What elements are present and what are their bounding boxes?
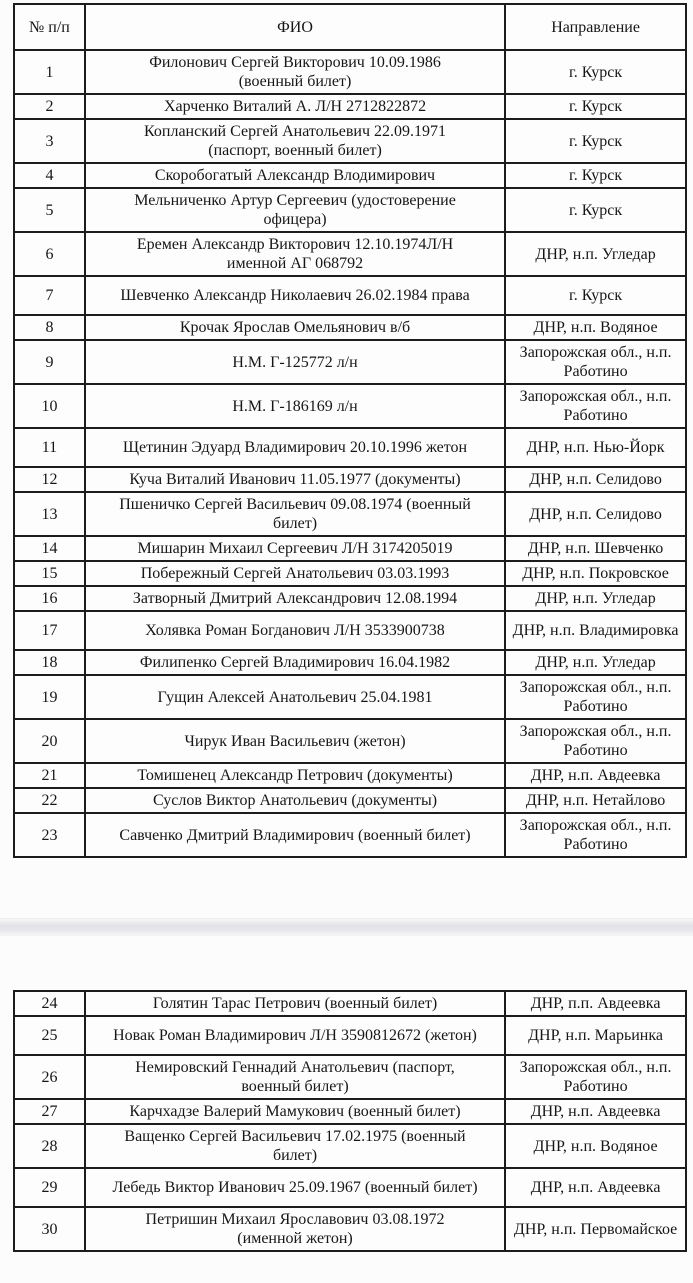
direction-cell: Запорожская обл., н.п. Работино — [505, 813, 686, 857]
table-row — [14, 384, 686, 428]
direction-cell: г. Курск — [505, 94, 686, 119]
table-row — [14, 119, 686, 163]
fio-cell — [85, 188, 505, 232]
personnel-table-page-2 — [13, 990, 687, 1252]
page-bottom-margin — [0, 858, 693, 918]
row-number-cell: 23 — [14, 813, 85, 857]
row-number-cell: 26 — [14, 1055, 85, 1099]
fio-text: Ващенко Сергей Васильевич 17.02.1975 (военный билет) — [124, 1128, 466, 1164]
fio-cell — [85, 119, 505, 163]
direction-cell: ДНР, н.п. Угледар — [505, 586, 686, 611]
fio-cell — [85, 50, 505, 94]
fio-text: Суслов Виктор Анатольевич (документы) — [152, 792, 438, 809]
fio-text: Мельниченко Артур Сергеевич (удостоверение офицера) — [134, 192, 456, 228]
fio-text: Петришин Михаил Ярославович 03.08.1972 (именной жетон) — [145, 1211, 445, 1247]
fio-cell — [85, 561, 505, 586]
fio-text: Куча Виталий Иванович 11.05.1977 (документы) — [129, 471, 461, 488]
fio-cell — [85, 94, 505, 119]
row-number-cell: 13 — [14, 492, 85, 536]
table-row — [14, 1055, 686, 1099]
fio-cell — [85, 1207, 505, 1251]
row-number-cell: 1 — [14, 50, 85, 94]
table-row — [14, 163, 686, 188]
table-row — [14, 650, 686, 675]
row-number-cell: 9 — [14, 340, 85, 384]
table-header — [14, 4, 686, 50]
fio-text: Н.М. Г-125772 л/н — [232, 353, 358, 371]
table-row — [14, 788, 686, 813]
direction-cell: г. Курск — [505, 163, 686, 188]
fio-cell — [85, 536, 505, 561]
row-number-cell: 3 — [14, 119, 85, 163]
fio-text: Томишенец Александр Петрович (документы) — [137, 767, 453, 784]
row-number-cell: 24 — [14, 991, 85, 1016]
direction-cell: ДНР, н.п. Нью-Йорк — [505, 428, 686, 467]
fio-cell — [85, 428, 505, 467]
direction-cell: ДНР, н.п. Угледар — [505, 650, 686, 675]
row-number-cell: 17 — [14, 611, 85, 650]
direction-cell: Запорожская обл., н.п. Работино — [505, 675, 686, 719]
row-number-cell: 8 — [14, 315, 85, 340]
fio-cell — [85, 813, 505, 857]
fio-text: Еремен Александр Викторович 12.10.1974Л/Н именной АГ 068792 — [136, 236, 454, 272]
fio-text: Крочак Ярослав Омельянович в/б — [179, 319, 411, 336]
fio-cell — [85, 788, 505, 813]
direction-cell: ДНР, н.п. Марьинка — [505, 1016, 686, 1055]
fio-cell — [85, 719, 505, 763]
fio-text: Немировский Геннадий Анатольевич (паспорт, военный билет) — [135, 1059, 455, 1095]
row-number-cell: 18 — [14, 650, 85, 675]
table-row — [14, 813, 686, 857]
fio-cell — [85, 340, 505, 384]
direction-cell: ДНР, н.п. Селидово — [505, 492, 686, 536]
table-row — [14, 1016, 686, 1055]
row-number-cell: 30 — [14, 1207, 85, 1251]
row-number-cell: 12 — [14, 467, 85, 492]
table-row — [14, 586, 686, 611]
fio-text: Чирук Иван Васильевич (жетон) — [184, 732, 406, 750]
page-top-margin — [0, 936, 693, 990]
table-row — [14, 315, 686, 340]
header-row — [14, 4, 686, 50]
direction-cell: ДНР, н.п. Первомайское — [505, 1207, 686, 1251]
direction-cell: Запорожская обл., н.п. Работино — [505, 1055, 686, 1099]
fio-cell — [85, 1055, 505, 1099]
row-number-cell: 6 — [14, 232, 85, 276]
fio-cell — [85, 1124, 505, 1168]
fio-cell — [85, 763, 505, 788]
fio-cell — [85, 586, 505, 611]
fio-cell — [85, 492, 505, 536]
table-row — [14, 991, 686, 1016]
row-number-cell: 16 — [14, 586, 85, 611]
row-number-cell: 22 — [14, 788, 85, 813]
direction-cell: г. Курск — [505, 119, 686, 163]
direction-cell: ДНР, н.п. Авдеевка — [505, 763, 686, 788]
table-row — [14, 1124, 686, 1168]
fio-text: Гущин Алексей Анатольевич 25.04.1981 — [157, 688, 433, 706]
table-row — [14, 536, 686, 561]
table-row — [14, 276, 686, 315]
direction-cell: ДНР, н.п. Нетайлово — [505, 788, 686, 813]
fio-text: Харченко Виталий А. Л/Н 2712822872 — [163, 98, 427, 115]
row-number-cell: 10 — [14, 384, 85, 428]
header-direction: Направление — [505, 4, 686, 50]
table-row — [14, 50, 686, 94]
table-row — [14, 561, 686, 586]
page-break-separator — [0, 918, 693, 936]
direction-cell: г. Курск — [505, 276, 686, 315]
table-row — [14, 428, 686, 467]
table-row — [14, 1207, 686, 1251]
personnel-table-page-1 — [13, 3, 687, 858]
fio-text: Филонович Сергей Викторович 10.09.1986 (военный билет) — [149, 54, 441, 90]
row-number-cell: 25 — [14, 1016, 85, 1055]
table-row — [14, 492, 686, 536]
fio-text: Карчхадзе Валерий Мамукович (военный билет) — [129, 1103, 461, 1120]
direction-cell: ДНР, н.п. Покровское — [505, 561, 686, 586]
direction-cell: ДНР, н.п. Авдеевка — [505, 1168, 686, 1207]
fio-text: Филипенко Сергей Владимирович 16.04.1982 — [139, 654, 451, 671]
fio-text: Копланский Сергей Анатольевич 22.09.1971 (паспорт, военный билет) — [144, 123, 447, 159]
fio-cell — [85, 1168, 505, 1207]
fio-text: Скоробогатый Александр Влодимирович — [154, 167, 436, 184]
row-number-cell: 21 — [14, 763, 85, 788]
fio-text: Побережный Сергей Анатольевич 03.03.1993 — [140, 565, 450, 582]
fio-text: Н.М. Г-186169 л/н — [232, 397, 358, 415]
table-row — [14, 188, 686, 232]
fio-cell — [85, 1016, 505, 1055]
direction-cell: ДНР, н.п. Селидово — [505, 467, 686, 492]
row-number-cell: 27 — [14, 1099, 85, 1124]
fio-cell — [85, 650, 505, 675]
table-row — [14, 232, 686, 276]
table-row — [14, 1099, 686, 1124]
fio-cell — [85, 232, 505, 276]
fio-text: Затворный Дмитрий Александрович 12.08.1994 — [132, 590, 458, 607]
direction-cell: ДНР, н.п. Угледар — [505, 232, 686, 276]
direction-cell: ДНР, н.п. Водяное — [505, 1124, 686, 1168]
direction-cell: ДНР, п.п. Авдеевка — [505, 991, 686, 1016]
direction-cell: г. Курск — [505, 188, 686, 232]
fio-cell — [85, 315, 505, 340]
table-row — [14, 611, 686, 650]
fio-cell — [85, 1099, 505, 1124]
row-number-cell: 11 — [14, 428, 85, 467]
row-number-cell: 28 — [14, 1124, 85, 1168]
fio-cell — [85, 467, 505, 492]
document-sheet — [0, 3, 693, 1260]
row-number-cell: 5 — [14, 188, 85, 232]
fio-text: Новак Роман Владимирович Л/Н 3590812672 (жетон) — [113, 1027, 477, 1044]
fio-text: Холявка Роман Богданович Л/Н 3533900738 — [145, 622, 445, 639]
fio-text: Голятин Тарас Петрович (военный билет) — [152, 995, 438, 1012]
fio-text: Лебедь Виктор Иванович 25.09.1967 (военный билет) — [112, 1179, 478, 1196]
fio-cell — [85, 384, 505, 428]
direction-cell: Запорожская обл., н.п. Работино — [505, 384, 686, 428]
table-row — [14, 94, 686, 119]
row-number-cell: 15 — [14, 561, 85, 586]
fio-text: Шевченко Александр Николаевич 26.02.1984 права — [120, 287, 470, 304]
direction-cell: ДНР, н.п. Шевченко — [505, 536, 686, 561]
header-fio: ФИО — [85, 4, 505, 50]
fio-text: Савченко Дмитрий Владимирович (военный билет) — [119, 826, 471, 844]
row-number-cell: 4 — [14, 163, 85, 188]
direction-cell: Запорожская обл., н.п. Работино — [505, 719, 686, 763]
fio-cell — [85, 675, 505, 719]
direction-cell: г. Курск — [505, 50, 686, 94]
direction-cell: ДНР, н.п. Авдеевка — [505, 1099, 686, 1124]
direction-cell: ДНР, н.п. Владимировка — [505, 611, 686, 650]
row-number-cell: 20 — [14, 719, 85, 763]
fio-cell — [85, 991, 505, 1016]
table-row — [14, 340, 686, 384]
direction-cell: ДНР, н.п. Водяное — [505, 315, 686, 340]
fio-cell — [85, 276, 505, 315]
table-row — [14, 1168, 686, 1207]
table-row — [14, 467, 686, 492]
header-number: № п/п — [14, 4, 85, 50]
direction-cell: Запорожская обл., н.п. Работино — [505, 340, 686, 384]
table-row — [14, 675, 686, 719]
table-row — [14, 763, 686, 788]
fio-text: Щетинин Эдуард Владимирович 20.10.1996 жетон — [122, 439, 468, 456]
row-number-cell: 19 — [14, 675, 85, 719]
fio-cell — [85, 163, 505, 188]
row-number-cell: 2 — [14, 94, 85, 119]
fio-cell — [85, 611, 505, 650]
sheet-tail — [0, 1252, 693, 1260]
row-number-cell: 29 — [14, 1168, 85, 1207]
table-row — [14, 719, 686, 763]
fio-text: Мишарин Михаил Сергеевич Л/Н 3174205019 — [137, 540, 453, 557]
fio-text: Пшеничко Сергей Васильевич 09.08.1974 (военный билет) — [119, 496, 471, 532]
row-number-cell: 14 — [14, 536, 85, 561]
row-number-cell: 7 — [14, 276, 85, 315]
